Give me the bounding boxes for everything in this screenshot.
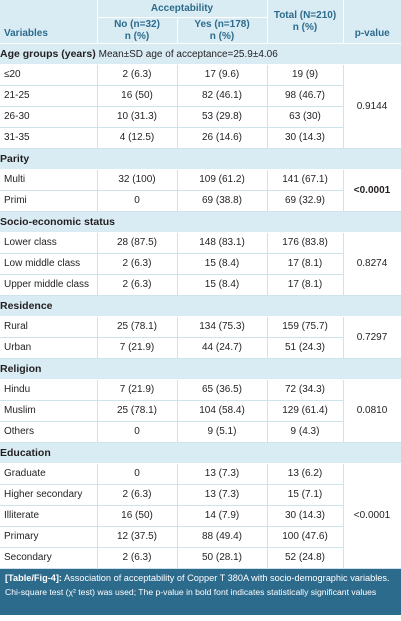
row-label: Primary xyxy=(0,527,97,548)
cell-no: 0 xyxy=(97,191,177,212)
cell-no: 16 (50) xyxy=(97,506,177,527)
cell-total: 15 (7.1) xyxy=(267,485,343,506)
header-yes-line2: n (%) xyxy=(209,30,235,42)
cell-no: 32 (100) xyxy=(97,170,177,191)
table-caption xyxy=(0,569,401,615)
header-variables: Variables xyxy=(0,0,97,44)
cell-yes: 50 (28.1) xyxy=(177,548,267,569)
cell-pvalue: <0.0001 xyxy=(343,464,401,569)
cell-yes: 13 (7.3) xyxy=(177,485,267,506)
section-title: Parity xyxy=(0,149,401,170)
header-acceptability: Acceptability xyxy=(97,0,267,18)
caption-text: Association of acceptability of Copper T 380A with socio-demographic variables. xyxy=(62,573,390,583)
cell-yes: 14 (7.9) xyxy=(177,506,267,527)
row-label: Higher secondary xyxy=(0,485,97,506)
cell-yes: 104 (58.4) xyxy=(177,401,267,422)
row-label: Primi xyxy=(0,191,97,212)
cell-no: 7 (21.9) xyxy=(97,338,177,359)
header-total xyxy=(267,0,343,44)
section-title: Socio-economic status xyxy=(0,212,401,233)
header-yes xyxy=(177,18,267,44)
cell-yes: 44 (24.7) xyxy=(177,338,267,359)
row-label: 21-25 xyxy=(0,86,97,107)
row-label: Multi xyxy=(0,170,97,191)
header-total-line2: n (%) xyxy=(292,21,318,33)
cell-total: 72 (34.3) xyxy=(267,380,343,401)
row-label: 31-35 xyxy=(0,128,97,149)
cell-pvalue: 0.7297 xyxy=(343,317,401,359)
row-label: Others xyxy=(0,422,97,443)
section-ses xyxy=(0,212,401,233)
section-education xyxy=(0,443,401,464)
row-label: Upper middle class xyxy=(0,275,97,296)
cell-total: 176 (83.8) xyxy=(267,233,343,254)
table-row xyxy=(0,191,401,212)
header-total-line1: Total (N=210) xyxy=(273,10,337,21)
cell-total: 159 (75.7) xyxy=(267,317,343,338)
cell-total: 30 (14.3) xyxy=(267,506,343,527)
caption-label: [Table/Fig-4]: xyxy=(5,573,62,583)
cell-no: 12 (37.5) xyxy=(97,527,177,548)
table-row xyxy=(0,275,401,296)
table-row xyxy=(0,317,401,338)
section-parity xyxy=(0,149,401,170)
table-row xyxy=(0,86,401,107)
header-no-line2: n (%) xyxy=(124,30,150,42)
table-row xyxy=(0,65,401,86)
header-no xyxy=(97,18,177,44)
cell-yes: 15 (8.4) xyxy=(177,275,267,296)
table-row xyxy=(0,380,401,401)
cell-total: 51 (24.3) xyxy=(267,338,343,359)
cell-no: 2 (6.3) xyxy=(97,65,177,86)
cell-no: 0 xyxy=(97,422,177,443)
row-label: Hindu xyxy=(0,380,97,401)
cell-yes: 15 (8.4) xyxy=(177,254,267,275)
table-row xyxy=(0,464,401,485)
table-row xyxy=(0,485,401,506)
cell-no: 0 xyxy=(97,464,177,485)
cell-no: 7 (21.9) xyxy=(97,380,177,401)
section-title: Education xyxy=(0,443,401,464)
cell-total: 98 (46.7) xyxy=(267,86,343,107)
cell-total: 141 (67.1) xyxy=(267,170,343,191)
cell-total: 9 (4.3) xyxy=(267,422,343,443)
cell-yes: 88 (49.4) xyxy=(177,527,267,548)
section-residence xyxy=(0,296,401,317)
cell-yes: 9 (5.1) xyxy=(177,422,267,443)
cell-yes: 82 (46.1) xyxy=(177,86,267,107)
cell-no: 2 (6.3) xyxy=(97,485,177,506)
cell-yes: 148 (83.1) xyxy=(177,233,267,254)
cell-no: 10 (31.3) xyxy=(97,107,177,128)
table-row xyxy=(0,422,401,443)
section-title: Religion xyxy=(0,359,401,380)
table-row xyxy=(0,401,401,422)
cell-total: 17 (8.1) xyxy=(267,254,343,275)
row-label: Lower class xyxy=(0,233,97,254)
cell-no: 28 (87.5) xyxy=(97,233,177,254)
section-title: Residence xyxy=(0,296,401,317)
cell-yes: 26 (14.6) xyxy=(177,128,267,149)
row-label: Illiterate xyxy=(0,506,97,527)
table-row xyxy=(0,170,401,191)
row-label: Urban xyxy=(0,338,97,359)
cell-no: 2 (6.3) xyxy=(97,548,177,569)
cell-total: 30 (14.3) xyxy=(267,128,343,149)
header-no-line1: No (n=32) xyxy=(114,19,160,30)
header-yes-line1: Yes (n=178) xyxy=(194,19,250,30)
cell-yes: 65 (36.5) xyxy=(177,380,267,401)
table-row xyxy=(0,506,401,527)
cell-total: 19 (9) xyxy=(267,65,343,86)
row-label: ≤20 xyxy=(0,65,97,86)
table-row xyxy=(0,233,401,254)
cell-total: 100 (47.6) xyxy=(267,527,343,548)
cell-no: 2 (6.3) xyxy=(97,275,177,296)
cell-yes: 69 (38.8) xyxy=(177,191,267,212)
table-row xyxy=(0,254,401,275)
caption-footnote: Chi-square test (χ² test) was used; The p-value in bold font indicates statistically significant values xyxy=(5,586,377,597)
cell-no: 25 (78.1) xyxy=(97,317,177,338)
table-row xyxy=(0,107,401,128)
header-pvalue: p-value xyxy=(343,0,401,44)
section-title: Age groups (years) xyxy=(0,47,96,60)
row-label: 26-30 xyxy=(0,107,97,128)
cell-pvalue: 0.9144 xyxy=(343,65,401,149)
row-label: Low middle class xyxy=(0,254,97,275)
cell-yes: 134 (75.3) xyxy=(177,317,267,338)
cell-total: 17 (8.1) xyxy=(267,275,343,296)
cell-total: 13 (6.2) xyxy=(267,464,343,485)
table-row xyxy=(0,128,401,149)
cell-total: 129 (61.4) xyxy=(267,401,343,422)
row-label: Graduate xyxy=(0,464,97,485)
row-label: Secondary xyxy=(0,548,97,569)
section-age xyxy=(0,44,401,65)
cell-total: 69 (32.9) xyxy=(267,191,343,212)
cell-total: 52 (24.8) xyxy=(267,548,343,569)
row-label: Muslim xyxy=(0,401,97,422)
row-label: Rural xyxy=(0,317,97,338)
cell-no: 4 (12.5) xyxy=(97,128,177,149)
cell-no: 16 (50) xyxy=(97,86,177,107)
cell-pvalue: <0.0001 xyxy=(343,170,401,212)
section-religion xyxy=(0,359,401,380)
cell-yes: 17 (9.6) xyxy=(177,65,267,86)
cell-total: 63 (30) xyxy=(267,107,343,128)
table-row xyxy=(0,527,401,548)
cell-yes: 53 (29.8) xyxy=(177,107,267,128)
cell-yes: 109 (61.2) xyxy=(177,170,267,191)
table-row xyxy=(0,338,401,359)
section-note: Mean±SD age of acceptance=25.9±4.06 xyxy=(98,48,278,60)
cell-pvalue: 0.0810 xyxy=(343,380,401,443)
cell-pvalue: 0.8274 xyxy=(343,233,401,296)
cell-no: 2 (6.3) xyxy=(97,254,177,275)
cell-no: 25 (78.1) xyxy=(97,401,177,422)
cell-yes: 13 (7.3) xyxy=(177,464,267,485)
table-row xyxy=(0,548,401,569)
